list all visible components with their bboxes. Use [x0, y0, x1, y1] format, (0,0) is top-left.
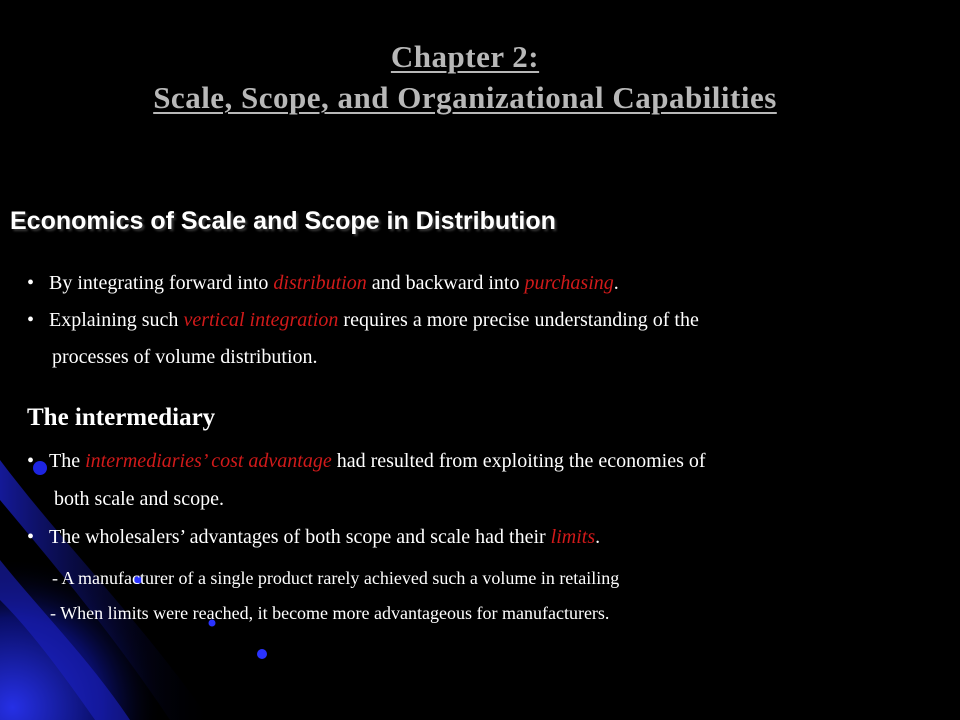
title-line-1: Chapter 2:: [390, 39, 540, 74]
bullet-item: • The wholesalers’ advantages of both scope and scale had their limits.: [27, 526, 601, 548]
section-heading: Economics of Scale and Scope in Distribution: [10, 207, 556, 235]
bullet-continuation: both scale and scope.: [54, 488, 224, 510]
bullet-item: • By integrating forward into distribution and backward into purchasing.: [27, 272, 619, 294]
subheading-intermediary: The intermediary: [27, 404, 216, 431]
bullet-icon: •: [27, 309, 35, 331]
dash-item: - A manufacturer of a single product rarely achieved such a volume in retailing: [52, 568, 620, 588]
bullet-continuation: processes of volume distribution.: [52, 346, 318, 368]
title-line-2: Scale, Scope, and Organizational Capabilities: [153, 80, 777, 115]
bullet-item: • Explaining such vertical integration requires a more precise understanding of the: [27, 309, 699, 331]
bullet-item: • The intermediaries’ cost advantage had resulted from exploiting the economies of: [27, 450, 706, 472]
bullet-icon: •: [27, 272, 35, 294]
decor-dot-4: [257, 649, 267, 659]
slide-title: [0, 36, 930, 118]
bullet-icon: •: [27, 526, 35, 548]
bullet-icon: •: [27, 450, 35, 472]
dash-item: - When limits were reached, it become more advantageous for manufacturers.: [50, 603, 610, 623]
